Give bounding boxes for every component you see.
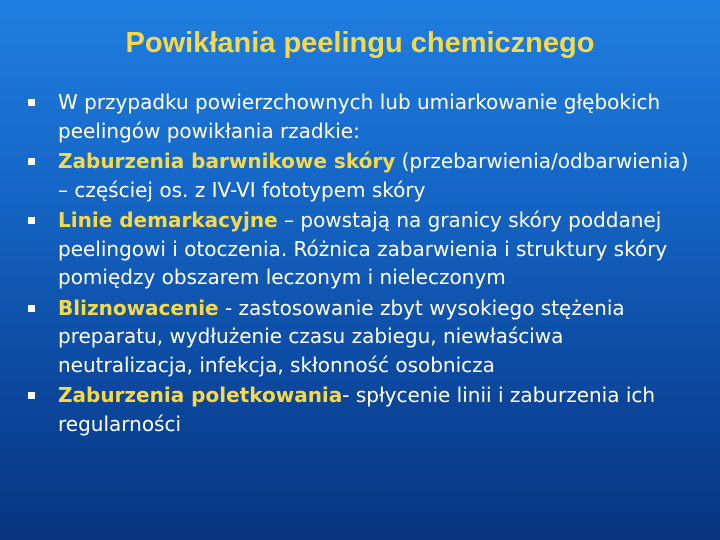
square-bullet-icon <box>28 217 35 224</box>
square-bullet-icon <box>28 392 35 399</box>
bullet-text: - zastosowanie zbyt wysokiego stężenia preparatu, wydłużenie czasu zabiegu, niewłaściwa neutralizacja, infekcja, skłonność osobnicza <box>58 295 625 377</box>
bullet-text: – powstają na granicy skóry poddanej peelingowi i otoczenia. Różnica zabarwienia i struktury skóry pomiędzy obszarem leczonym i nieleczonym <box>58 208 668 289</box>
square-bullet-icon <box>28 305 35 312</box>
bullet-list <box>28 88 700 440</box>
bullet-item-scarring <box>28 294 700 380</box>
bullet-item-demarcation-lines <box>28 206 700 292</box>
bullet-text: W przypadku powierzchownych lub umiarkowanie głębokich peelingów powikłania rzadkie: <box>58 90 661 143</box>
square-bullet-icon <box>28 158 35 165</box>
bullet-item-intro <box>28 88 700 145</box>
bullet-term: Bliznowacenie <box>58 295 219 320</box>
bullet-term: Zaburzenia poletkowania <box>58 383 343 407</box>
bullet-item-texture <box>28 381 700 438</box>
bullet-term: Zaburzenia barwnikowe skóry <box>58 149 396 173</box>
slide-title: Powikłania peelingu chemicznego <box>125 27 595 59</box>
square-bullet-icon <box>28 99 35 106</box>
bullet-item-pigmentation <box>28 147 700 204</box>
bullet-text: - spłycenie linii i zaburzenia ich regularności <box>58 383 656 436</box>
bullet-text: (przebarwienia/odbarwienia) – częściej os. z IV-VI fototypem skóry <box>58 149 689 202</box>
bullet-term: Linie demarkacyjne <box>58 208 278 232</box>
